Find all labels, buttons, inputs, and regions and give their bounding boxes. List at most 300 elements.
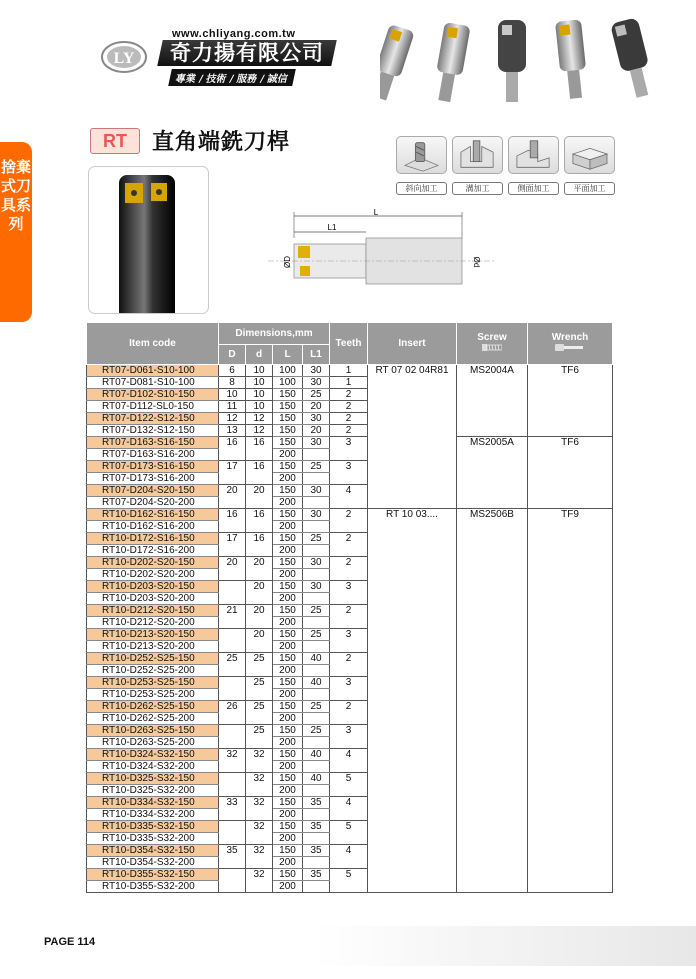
d-cell: 35 (219, 845, 246, 857)
l1-cell (303, 665, 330, 677)
d-cell (219, 881, 246, 893)
teeth-cell: 1 (330, 377, 368, 389)
l1-cell: 40 (303, 677, 330, 689)
d-cell: 20 (246, 485, 273, 497)
teeth-cell (330, 857, 368, 869)
l-cell: 150 (273, 821, 303, 833)
item-code-cell: RT07-D163-S16-150 (87, 437, 219, 449)
d-cell (219, 641, 246, 653)
d-cell (246, 833, 273, 845)
d-cell (246, 617, 273, 629)
page-title: 直角端銑刀桿 (152, 130, 291, 155)
l-cell: 150 (273, 389, 303, 401)
l-cell: 200 (273, 497, 303, 509)
l1-cell (303, 713, 330, 725)
insert-cell (368, 641, 457, 653)
series-badge: RT (90, 128, 140, 154)
insert-cell: RT 10 03.... (368, 509, 457, 521)
l-cell: 200 (273, 593, 303, 605)
wrench-cell (528, 689, 613, 701)
insert-cell (368, 617, 457, 629)
teeth-cell: 2 (330, 653, 368, 665)
screw-cell (457, 833, 528, 845)
screw-cell (457, 809, 528, 821)
operation-icons (396, 136, 615, 195)
company-slogan: 專業 / 技術 / 服務 / 誠信 (168, 69, 295, 86)
table-row (87, 617, 613, 629)
insert-cell (368, 533, 457, 545)
insert-cell (368, 437, 457, 449)
l-cell: 200 (273, 785, 303, 797)
teeth-cell: 3 (330, 629, 368, 641)
insert-cell (368, 689, 457, 701)
item-code-cell: RT07-D204-S20-150 (87, 485, 219, 497)
company-name: 奇力揚有限公司 (157, 40, 337, 66)
item-code-cell: RT07-D132-S12-150 (87, 425, 219, 437)
d-cell (219, 833, 246, 845)
l-cell: 200 (273, 521, 303, 533)
d-cell: 25 (246, 677, 273, 689)
table-row (87, 557, 613, 569)
item-code-cell: RT10-D334-S32-200 (87, 809, 219, 821)
teeth-cell: 3 (330, 677, 368, 689)
insert-cell (368, 773, 457, 785)
l1-cell (303, 857, 330, 869)
screw-cell (457, 821, 528, 833)
d-cell (246, 449, 273, 461)
item-code-cell: RT10-D324-S32-200 (87, 761, 219, 773)
insert-cell (368, 557, 457, 569)
d-cell (219, 569, 246, 581)
table-row (87, 749, 613, 761)
d-cell: 20 (246, 581, 273, 593)
teeth-cell: 5 (330, 773, 368, 785)
l1-cell: 40 (303, 749, 330, 761)
d-cell: 10 (246, 389, 273, 401)
teeth-cell (330, 761, 368, 773)
screw-cell (457, 689, 528, 701)
screw-cell (457, 581, 528, 593)
teeth-cell (330, 569, 368, 581)
wrench-cell (528, 809, 613, 821)
insert-cell (368, 545, 457, 557)
table-row (87, 665, 613, 677)
table-row (87, 485, 613, 497)
teeth-cell (330, 833, 368, 845)
teeth-cell (330, 689, 368, 701)
l-cell: 150 (273, 557, 303, 569)
table-row (87, 377, 613, 389)
item-code-cell: RT10-D252-S25-200 (87, 665, 219, 677)
insert-cell (368, 593, 457, 605)
screw-cell (457, 701, 528, 713)
screw-cell (457, 533, 528, 545)
table-row (87, 437, 613, 449)
l-cell: 150 (273, 413, 303, 425)
screw-cell (457, 725, 528, 737)
d-cell: 32 (246, 869, 273, 881)
l-cell: 200 (273, 473, 303, 485)
table-row (87, 425, 613, 437)
col-insert: Insert (368, 323, 457, 365)
table-row (87, 881, 613, 893)
col-d: d (246, 345, 273, 365)
d-cell: 20 (246, 605, 273, 617)
d-cell (219, 521, 246, 533)
l1-cell: 30 (303, 437, 330, 449)
wrench-cell (528, 869, 613, 881)
item-code-cell: RT10-D172-S16-200 (87, 545, 219, 557)
teeth-cell: 2 (330, 557, 368, 569)
item-code-cell: RT10-D354-S32-150 (87, 845, 219, 857)
screw-cell (457, 377, 528, 389)
screw-cell (457, 773, 528, 785)
item-code-cell: RT10-D335-S32-150 (87, 821, 219, 833)
table-row (87, 581, 613, 593)
wrench-cell (528, 413, 613, 425)
table-row (87, 545, 613, 557)
table-row (87, 797, 613, 809)
l1-cell (303, 497, 330, 509)
label-D: ØD (283, 256, 292, 268)
insert-cell (368, 569, 457, 581)
teeth-cell (330, 521, 368, 533)
l-cell: 150 (273, 629, 303, 641)
insert-cell (368, 737, 457, 749)
l-cell: 150 (273, 425, 303, 437)
item-code-cell: RT07-D173-S16-150 (87, 461, 219, 473)
screw-cell (457, 389, 528, 401)
l-cell: 200 (273, 713, 303, 725)
d-cell (219, 545, 246, 557)
wrench-cell (528, 701, 613, 713)
d-cell: 32 (246, 821, 273, 833)
l-cell: 150 (273, 797, 303, 809)
operation-side-milling (508, 136, 559, 195)
table-row (87, 689, 613, 701)
screw-cell (457, 617, 528, 629)
d-cell: 21 (219, 605, 246, 617)
l1-cell: 30 (303, 509, 330, 521)
l-cell: 150 (273, 437, 303, 449)
l-cell: 200 (273, 449, 303, 461)
teeth-cell: 2 (330, 701, 368, 713)
screw-cell: MS2005A (457, 437, 528, 449)
screw-cell (457, 737, 528, 749)
l1-cell: 40 (303, 653, 330, 665)
wrench-cell (528, 617, 613, 629)
wrench-cell (528, 449, 613, 461)
operation-ramping (396, 136, 447, 195)
d-cell (219, 737, 246, 749)
slotting-icon (452, 136, 503, 174)
screw-cell (457, 761, 528, 773)
insert-cell (368, 653, 457, 665)
screw-cell (457, 473, 528, 485)
wrench-cell (528, 401, 613, 413)
insert-cell (368, 833, 457, 845)
l1-cell (303, 593, 330, 605)
l1-cell (303, 785, 330, 797)
wrench-cell (528, 857, 613, 869)
wrench-cell: TF9 (528, 509, 613, 521)
d-cell: 16 (246, 461, 273, 473)
table-row (87, 449, 613, 461)
l1-cell: 40 (303, 773, 330, 785)
wrench-cell (528, 605, 613, 617)
wrench-cell (528, 881, 613, 893)
screw-cell (457, 797, 528, 809)
l1-cell (303, 881, 330, 893)
d-cell (219, 593, 246, 605)
wrench-cell (528, 557, 613, 569)
d-cell (246, 785, 273, 797)
item-code-cell: RT10-D355-S32-200 (87, 881, 219, 893)
d-cell (246, 521, 273, 533)
insert-cell (368, 449, 457, 461)
item-code-cell: RT07-D081-S10-100 (87, 377, 219, 389)
col-L: L (273, 345, 303, 365)
table-row (87, 365, 613, 377)
l1-cell (303, 545, 330, 557)
insert-cell (368, 521, 457, 533)
teeth-cell: 3 (330, 581, 368, 593)
l-cell: 150 (273, 869, 303, 881)
l1-cell: 25 (303, 725, 330, 737)
insert-cell: RT 07 02 04R81 (368, 365, 457, 377)
screw-icon (482, 343, 502, 352)
table-row (87, 401, 613, 413)
d-cell (246, 593, 273, 605)
d-cell: 13 (219, 425, 246, 437)
wrench-cell: TF6 (528, 365, 613, 377)
d-cell: 17 (219, 533, 246, 545)
table-row (87, 737, 613, 749)
d-cell: 25 (246, 725, 273, 737)
l-cell: 200 (273, 641, 303, 653)
screw-cell (457, 785, 528, 797)
table-row (87, 713, 613, 725)
d-cell: 32 (246, 845, 273, 857)
insert-cell (368, 797, 457, 809)
insert-cell (368, 629, 457, 641)
operation-label: 溝加工 (452, 182, 503, 195)
screw-cell (457, 569, 528, 581)
item-code-cell: RT10-D203-S20-150 (87, 581, 219, 593)
insert-cell (368, 581, 457, 593)
d-cell (246, 761, 273, 773)
teeth-cell: 3 (330, 461, 368, 473)
l1-cell: 20 (303, 425, 330, 437)
d-cell (246, 713, 273, 725)
table-row (87, 869, 613, 881)
d-cell (219, 773, 246, 785)
wrench-cell (528, 725, 613, 737)
col-teeth: Teeth (330, 323, 368, 365)
d-cell: 32 (246, 773, 273, 785)
category-side-tab: 捨棄式刀具系列 (0, 142, 32, 322)
wrench-cell (528, 737, 613, 749)
d-cell (219, 677, 246, 689)
dimension-drawing (268, 208, 496, 294)
l1-cell: 25 (303, 461, 330, 473)
d-cell (246, 665, 273, 677)
teeth-cell: 2 (330, 401, 368, 413)
d-cell: 8 (219, 377, 246, 389)
wrench-cell: TF6 (528, 437, 613, 449)
wrench-cell (528, 473, 613, 485)
d-cell: 20 (246, 629, 273, 641)
company-logo (100, 40, 148, 74)
d-cell (219, 617, 246, 629)
item-code-cell: RT10-D325-S32-150 (87, 773, 219, 785)
operation-label: 斜向加工 (396, 182, 447, 195)
teeth-cell: 4 (330, 845, 368, 857)
teeth-cell (330, 641, 368, 653)
l-cell: 150 (273, 533, 303, 545)
screw-cell (457, 449, 528, 461)
operation-slotting (452, 136, 503, 195)
wrench-cell (528, 533, 613, 545)
l-cell: 200 (273, 809, 303, 821)
l1-cell: 25 (303, 533, 330, 545)
screw-cell (457, 869, 528, 881)
l1-cell (303, 737, 330, 749)
teeth-cell (330, 737, 368, 749)
wrench-cell (528, 713, 613, 725)
d-cell (219, 821, 246, 833)
d-cell (219, 857, 246, 869)
footer-bar (0, 926, 696, 966)
wrench-cell (528, 581, 613, 593)
teeth-cell (330, 785, 368, 797)
screw-cell (457, 593, 528, 605)
logo-text: LY (113, 50, 135, 67)
screw-cell (457, 461, 528, 473)
wrench-cell (528, 845, 613, 857)
d-cell: 32 (219, 749, 246, 761)
insert-cell (368, 713, 457, 725)
insert-cell (368, 881, 457, 893)
d-cell (219, 665, 246, 677)
l-cell: 200 (273, 689, 303, 701)
screw-cell (457, 857, 528, 869)
l-cell: 200 (273, 569, 303, 581)
d-cell: 11 (219, 401, 246, 413)
d-cell: 10 (246, 401, 273, 413)
table-row (87, 725, 613, 737)
l1-cell (303, 641, 330, 653)
d-cell (219, 713, 246, 725)
wrench-cell (528, 665, 613, 677)
teeth-cell (330, 593, 368, 605)
l1-cell (303, 617, 330, 629)
wrench-cell (528, 593, 613, 605)
l-cell: 150 (273, 653, 303, 665)
insert-cell (368, 809, 457, 821)
table-row (87, 413, 613, 425)
table-row (87, 857, 613, 869)
teeth-cell (330, 473, 368, 485)
d-cell (246, 689, 273, 701)
l1-cell (303, 449, 330, 461)
d-cell: 20 (219, 485, 246, 497)
insert-cell (368, 425, 457, 437)
item-code-cell: RT10-D324-S32-150 (87, 749, 219, 761)
col-L1: L1 (303, 345, 330, 365)
item-code-cell: RT10-D262-S25-200 (87, 713, 219, 725)
d-cell (219, 689, 246, 701)
l1-cell: 25 (303, 629, 330, 641)
ramping-icon (396, 136, 447, 174)
table-row (87, 461, 613, 473)
table-row (87, 533, 613, 545)
table-row (87, 473, 613, 485)
teeth-cell: 2 (330, 425, 368, 437)
table-row (87, 593, 613, 605)
l1-cell (303, 473, 330, 485)
l1-cell (303, 833, 330, 845)
teeth-cell (330, 449, 368, 461)
l1-cell: 30 (303, 581, 330, 593)
l1-cell (303, 761, 330, 773)
l-cell: 200 (273, 665, 303, 677)
table-row (87, 809, 613, 821)
item-code-cell: RT10-D213-S20-200 (87, 641, 219, 653)
d-cell: 20 (219, 557, 246, 569)
operation-label: 平面加工 (564, 182, 615, 195)
item-code-cell: RT10-D335-S32-200 (87, 833, 219, 845)
wrench-cell (528, 461, 613, 473)
d-cell: 26 (219, 701, 246, 713)
screw-cell (457, 425, 528, 437)
item-code-cell: RT10-D212-S20-150 (87, 605, 219, 617)
teeth-cell: 3 (330, 437, 368, 449)
table-row (87, 677, 613, 689)
insert-cell (368, 665, 457, 677)
insert-cell (368, 461, 457, 473)
wrench-cell (528, 797, 613, 809)
wrench-cell (528, 497, 613, 509)
d-cell: 20 (246, 557, 273, 569)
wrench-cell (528, 761, 613, 773)
d-cell: 16 (219, 437, 246, 449)
product-photo (88, 166, 209, 314)
d-cell (246, 545, 273, 557)
wrench-cell (528, 677, 613, 689)
table-row (87, 833, 613, 845)
item-code-cell: RT07-D163-S16-200 (87, 449, 219, 461)
teeth-cell: 5 (330, 869, 368, 881)
screw-cell: MS2506B (457, 509, 528, 521)
l1-cell: 30 (303, 365, 330, 377)
end-mill-holder-image (89, 167, 209, 314)
l-cell: 200 (273, 737, 303, 749)
l-cell: 200 (273, 833, 303, 845)
d-cell: 25 (246, 653, 273, 665)
l-cell: 150 (273, 401, 303, 413)
teeth-cell: 5 (330, 821, 368, 833)
insert-cell (368, 677, 457, 689)
l-cell: 100 (273, 377, 303, 389)
wrench-cell (528, 773, 613, 785)
screw-cell (457, 521, 528, 533)
teeth-cell: 3 (330, 725, 368, 737)
teeth-cell (330, 665, 368, 677)
wrench-cell (528, 833, 613, 845)
d-cell: 10 (246, 377, 273, 389)
item-code-cell: RT10-D253-S25-200 (87, 689, 219, 701)
